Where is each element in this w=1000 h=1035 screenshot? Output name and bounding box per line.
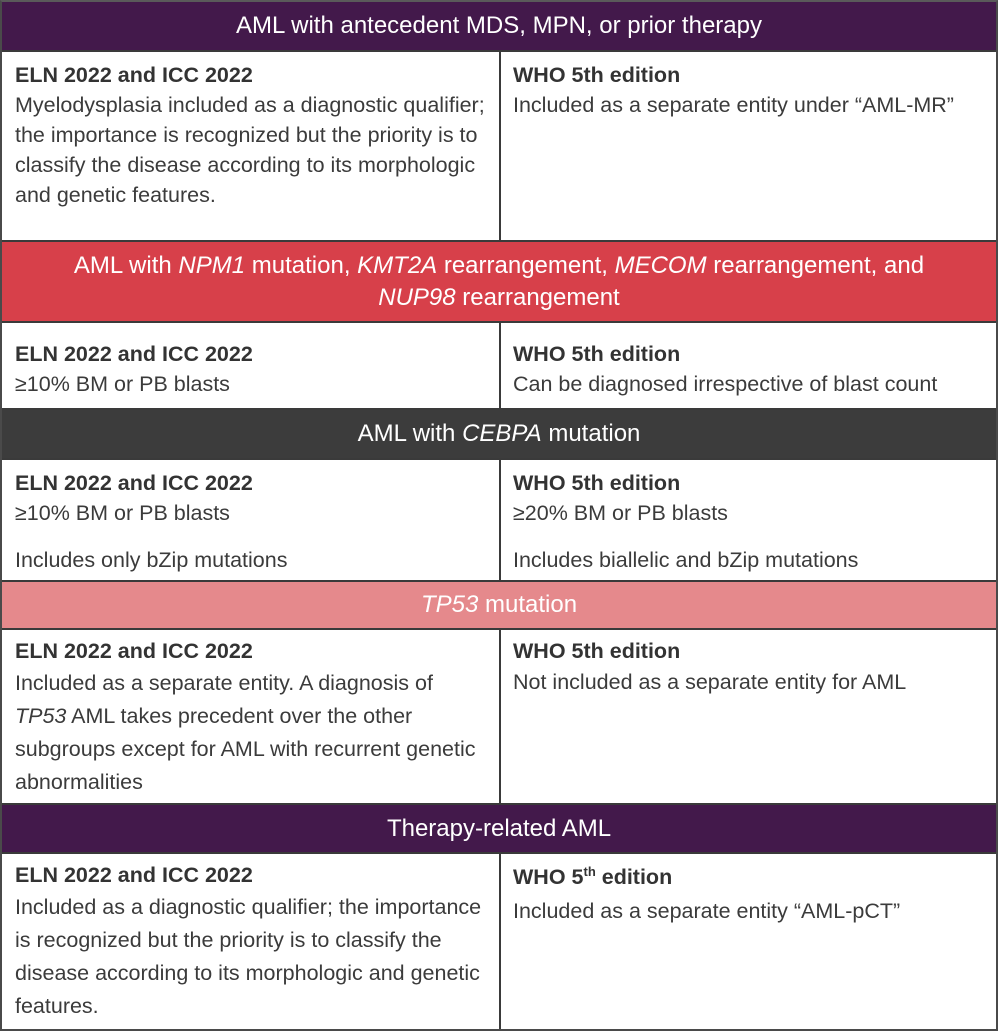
cell-body: Includes only bZip mutations bbox=[15, 548, 288, 572]
section-header-text: AML with CEBPA mutation bbox=[357, 420, 641, 447]
section-header-text: AML with antecedent MDS, MPN, or prior therapy bbox=[236, 12, 762, 39]
who-cell bbox=[501, 630, 996, 803]
who-cell bbox=[501, 854, 996, 1029]
who-cell bbox=[501, 460, 996, 580]
eln-icc-cell bbox=[2, 630, 501, 803]
section-row-tp53 bbox=[2, 630, 996, 805]
section-row-therapy-related bbox=[2, 854, 996, 1029]
cell-title: WHO 5th edition bbox=[513, 342, 681, 366]
cell-body: Myelodysplasia included as a diagnostic qualifier; the importance is recognized but the priority is to classify the disease according to its morphologic and genetic features. bbox=[15, 93, 485, 207]
eln-icc-cell bbox=[2, 460, 501, 580]
cell-title: WHO 5th edition bbox=[513, 639, 681, 663]
cell-title: ELN 2022 and ICC 2022 bbox=[15, 863, 253, 887]
section-row-npm1-kmt2a-mecom-nup98 bbox=[2, 323, 996, 410]
who-cell bbox=[501, 323, 996, 408]
cell-body: Included as a separate entity. A diagnosis of TP53 AML takes precedent over the other subgroups except for AML with recurrent genetic abnormalities bbox=[15, 671, 476, 794]
cell-title: ELN 2022 and ICC 2022 bbox=[15, 63, 253, 87]
cell-title: ELN 2022 and ICC 2022 bbox=[15, 342, 253, 366]
eln-icc-cell bbox=[2, 52, 501, 240]
section-header-antecedent-mds bbox=[2, 2, 996, 52]
cell-body: Includes biallelic and bZip mutations bbox=[513, 548, 859, 572]
section-header-text: TP53 mutation bbox=[420, 591, 578, 618]
cell-title: ELN 2022 and ICC 2022 bbox=[15, 639, 253, 663]
section-row-antecedent-mds bbox=[2, 52, 996, 242]
cell-body: ≥20% BM or PB blasts bbox=[513, 501, 728, 525]
cell-body: Included as a separate entity “AML-pCT” bbox=[513, 899, 901, 923]
cell-title: ELN 2022 and ICC 2022 bbox=[15, 471, 253, 495]
cell-title: WHO 5th edition bbox=[513, 471, 681, 495]
section-header-text: AML with NPM1 mutation, KMT2A rearrangement, MECOM rearrangement, and NUP98 rearrangement bbox=[73, 251, 925, 311]
eln-icc-cell bbox=[2, 854, 501, 1029]
section-header-npm1-kmt2a-mecom-nup98 bbox=[2, 242, 996, 323]
cell-body: ≥10% BM or PB blasts bbox=[15, 501, 230, 525]
section-header-text: Therapy-related AML bbox=[386, 814, 612, 842]
cell-title: WHO 5th edition bbox=[513, 863, 673, 889]
section-header-cebpa bbox=[2, 410, 996, 460]
cell-body: Can be diagnosed irrespective of blast count bbox=[513, 372, 938, 396]
cell-body: ≥10% BM or PB blasts bbox=[15, 372, 230, 396]
cell-title: WHO 5th edition bbox=[513, 63, 681, 87]
cell-body: Included as a diagnostic qualifier; the importance is recognized but the priority is to classify the disease according to its morphologic and genetic features. bbox=[15, 895, 482, 1018]
section-header-therapy-related bbox=[2, 805, 996, 854]
section-row-cebpa bbox=[2, 460, 996, 582]
cell-body: Not included as a separate entity for AML bbox=[513, 670, 907, 694]
eln-icc-cell bbox=[2, 323, 501, 408]
cell-body: Included as a separate entity under “AML-MR” bbox=[513, 93, 954, 117]
who-cell bbox=[501, 52, 996, 240]
section-header-tp53 bbox=[2, 582, 996, 630]
